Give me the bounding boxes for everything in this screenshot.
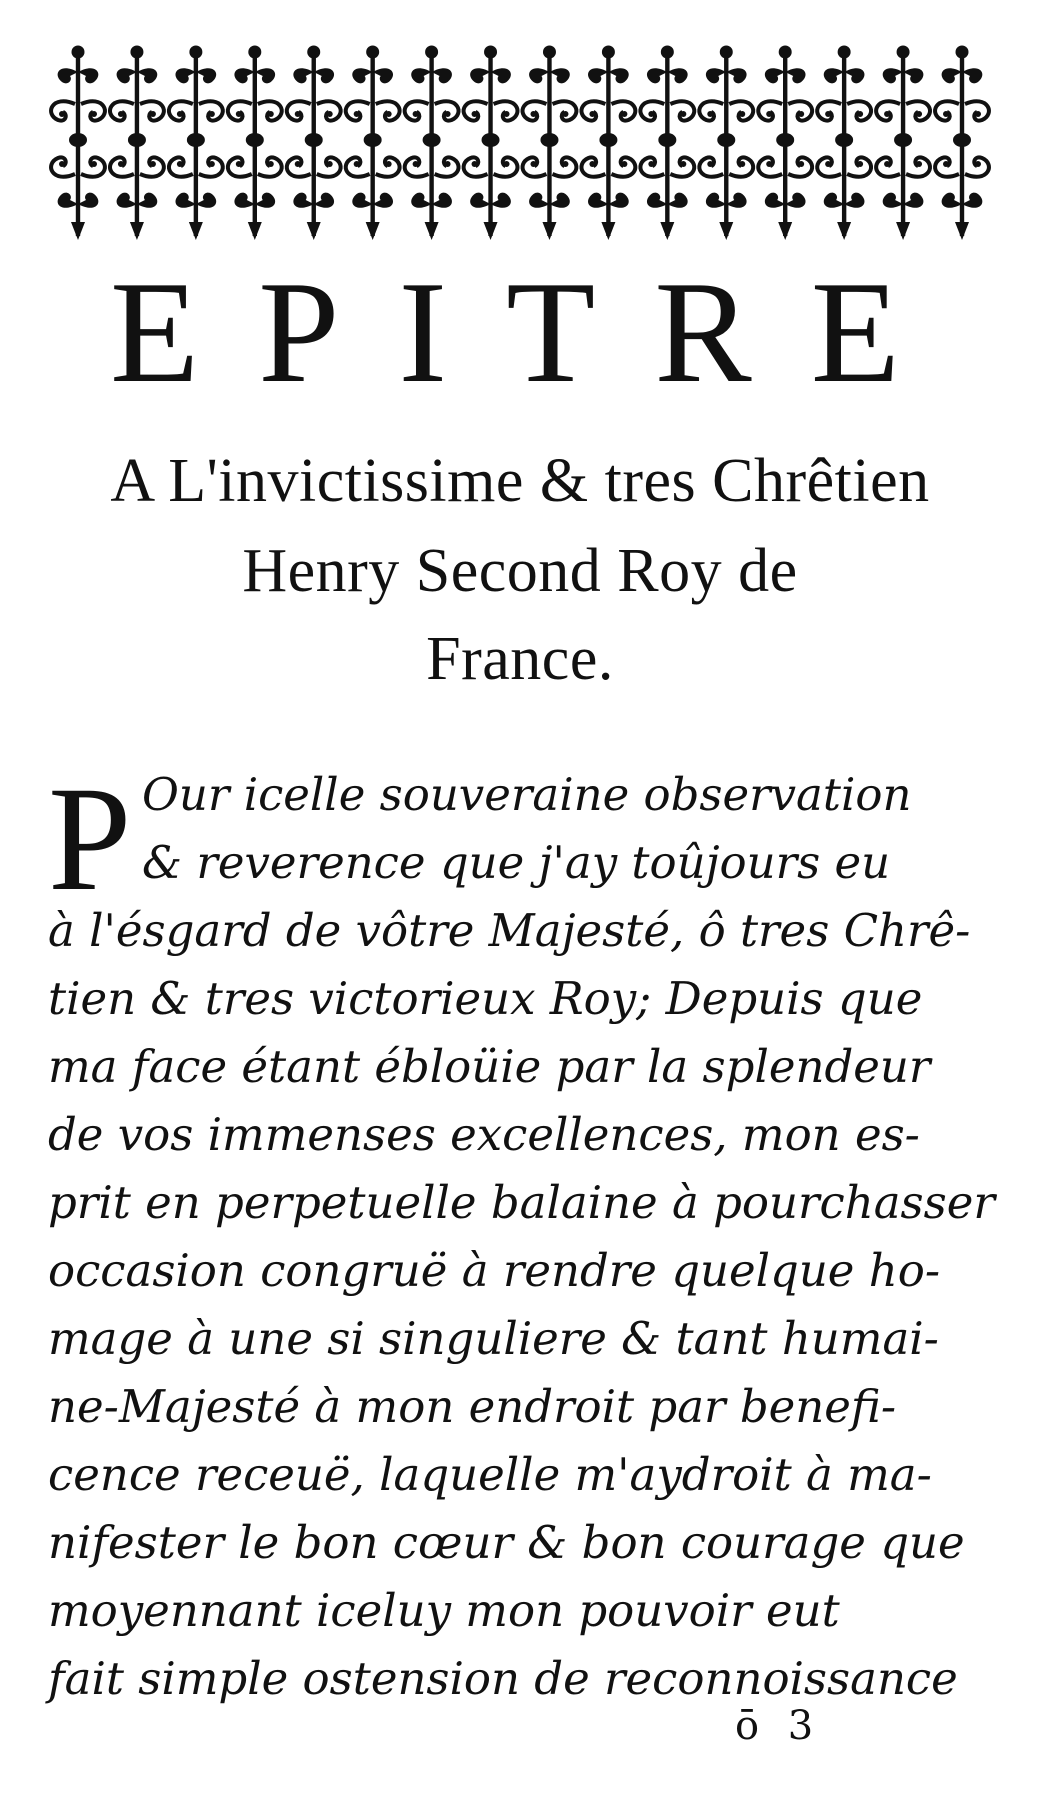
- body-line: fait simple ostension de reconnoissance: [48, 1652, 958, 1705]
- fleuron-icon: [640, 46, 694, 241]
- body-line: moyennant iceluy mon pouvoir eut: [48, 1584, 840, 1637]
- drop-cap: P: [48, 756, 132, 922]
- fleuron-icon: [935, 46, 989, 241]
- body-line: nifester le bon cœur & bon courage que: [48, 1516, 965, 1569]
- title-letter: T: [506, 251, 596, 413]
- body-line: mage à une si singuliere & tant humai-: [48, 1312, 939, 1365]
- fleuron-icon: [758, 46, 812, 241]
- dedication-line: France.: [426, 625, 614, 693]
- dedication-line: Henry Second Roy de: [242, 537, 798, 605]
- body-line: ne-Majesté à mon endroit par benefi-: [48, 1380, 897, 1433]
- body-line: occasion congruë à rendre quelque ho-: [48, 1244, 941, 1297]
- fleuron-icon: [817, 46, 871, 241]
- body-line: à l'ésgard de vôtre Majesté, ô tres Chrê-: [48, 904, 971, 957]
- fleuron-icon: [346, 46, 400, 241]
- fleuron-icon: [405, 46, 459, 241]
- body-line: & reverence que j'ay toûjours eu: [142, 836, 891, 889]
- fleuron-icon: [523, 46, 577, 241]
- fleuron-icon: [287, 46, 341, 241]
- title-letter: P: [258, 251, 340, 413]
- title-letter: E: [810, 251, 900, 413]
- fleuron-ornament-icon: [48, 44, 992, 244]
- body-line: cence receuë, laquelle m'aydroit à ma-: [48, 1448, 932, 1501]
- fleuron-icon: [581, 46, 635, 241]
- fleuron-icon: [228, 46, 282, 241]
- title-letter: R: [654, 251, 752, 413]
- body-line: de vos immenses excellences, mon es-: [48, 1108, 920, 1161]
- fleuron-icon: [169, 46, 223, 241]
- fleuron-icon: [876, 46, 930, 241]
- fleuron-icon: [464, 46, 518, 241]
- dedication-line: A L'invictissime & tres Chrêtien: [110, 447, 930, 515]
- fleuron-ornament-band: [48, 44, 992, 244]
- signature-mark: ō 3: [735, 1703, 814, 1749]
- body-line: prit en perpetuelle balaine à pourchasser: [48, 1176, 995, 1229]
- body-line: tien & tres victorieux Roy; Depuis que: [48, 972, 923, 1025]
- body-line: Our icelle souveraine observation: [142, 768, 912, 821]
- title-letter: E: [110, 251, 200, 413]
- body-line: ma face étant ébloüie par la splendeur: [48, 1040, 931, 1093]
- fleuron-icon: [51, 46, 105, 241]
- page-title: [110, 251, 900, 413]
- fleuron-icon: [699, 46, 753, 241]
- fleuron-icon: [110, 46, 164, 241]
- title-letter: I: [398, 251, 448, 413]
